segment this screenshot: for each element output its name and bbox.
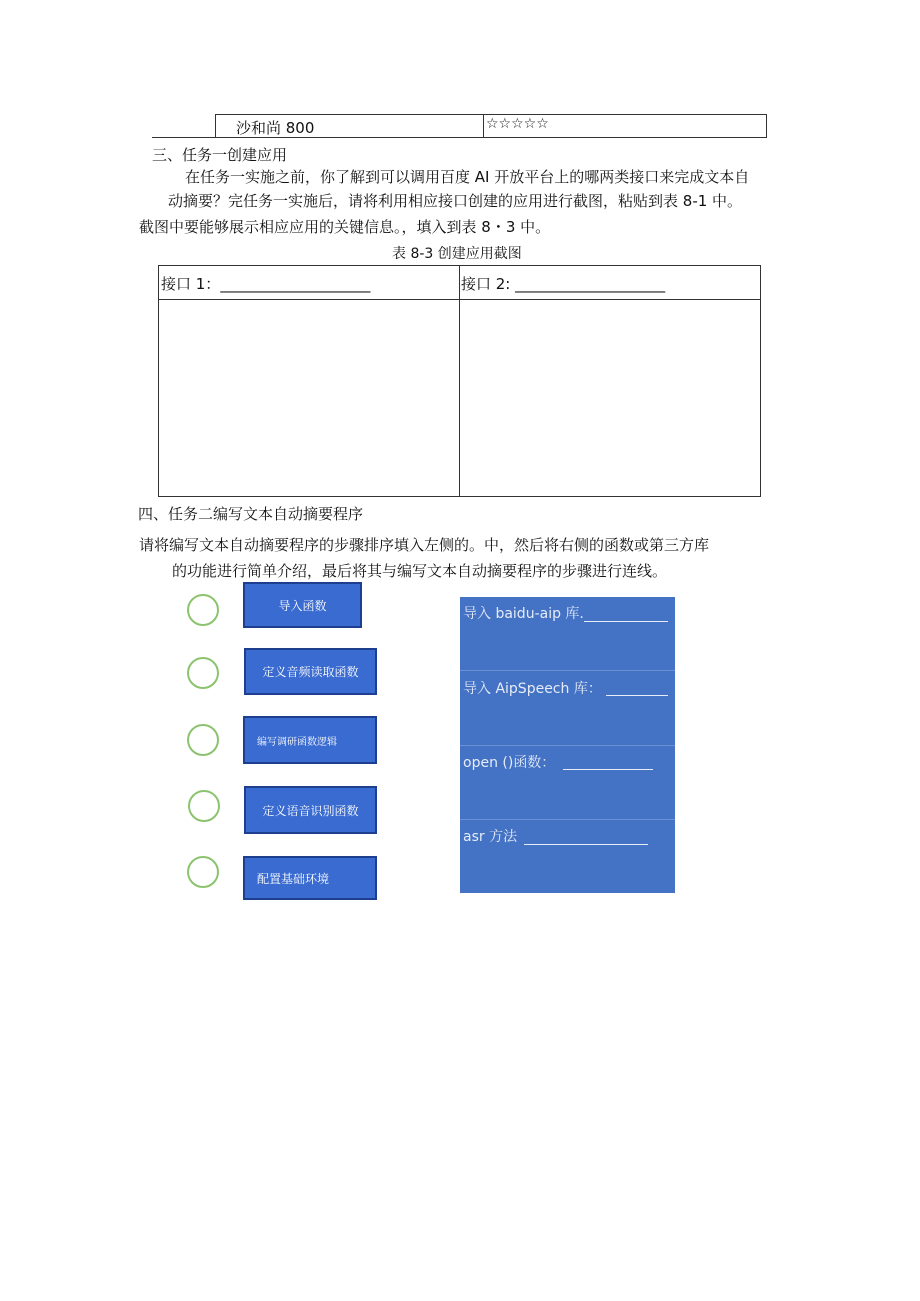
table-underline xyxy=(152,137,216,138)
section3-paragraph-line2: 动摘要？完任务一实施后，请将利用相应接口创建的应用进行截图，粘贴到表 8-1 中。 xyxy=(168,192,743,210)
panel-divider-2 xyxy=(460,745,675,746)
section4-paragraph-line2: 的功能进行简单介绍，最后将其与编写文本自动摘要程序的步骤进行连线。 xyxy=(172,562,668,580)
section4-heading: 四、任务二编写文本自动摘要程序 xyxy=(138,505,364,523)
order-circle-3[interactable] xyxy=(187,724,219,756)
score-table-row xyxy=(215,114,767,138)
panel-blank-4[interactable] xyxy=(524,844,648,845)
table83-column-divider xyxy=(459,266,460,496)
table83-interface2-label: 接口 2: ____________________ xyxy=(461,275,666,293)
section3-heading: 三、任务一创建应用 xyxy=(152,146,288,164)
section3-paragraph-line3: 截图中要能够展示相应应用的关键信息。，填入到表 8・3 中。 xyxy=(139,218,551,236)
table83-header-divider xyxy=(159,299,760,300)
panel-blank-2[interactable] xyxy=(606,695,668,696)
score-table-name: 沙和尚 800 xyxy=(236,119,315,137)
step-box-3[interactable]: 编写调研函数逻辑 xyxy=(243,716,377,764)
step-box-2[interactable]: 定义音频读取函数 xyxy=(244,648,377,695)
table83-interface1-label: 接口 1：____________________ xyxy=(161,275,371,293)
panel-item-aipspeech: 导入 AipSpeech 库： xyxy=(463,681,602,697)
order-circle-5[interactable] xyxy=(187,856,219,888)
table83 xyxy=(158,265,761,497)
step-box-1[interactable]: 导入函数 xyxy=(243,582,362,628)
function-description-panel xyxy=(460,597,675,893)
panel-item-asr: asr 方法 xyxy=(463,829,518,845)
table83-caption: 表 8-3 创建应用截图 xyxy=(392,246,522,262)
order-circle-4[interactable] xyxy=(188,790,220,822)
section4-paragraph-line1: 请将编写文本自动摘要程序的步骤排序填入左侧的。中，然后将右侧的函数或第三方库 xyxy=(139,536,710,554)
score-table-rating: ☆☆☆☆☆ xyxy=(486,116,549,132)
section3-paragraph-line1: 在任务一实施之前，你了解到可以调用百度 AI 开放平台上的哪两类接口来完成文本自 xyxy=(185,168,750,186)
panel-blank-1[interactable] xyxy=(584,621,668,622)
panel-item-baidu-aip: 导入 baidu-aip 库. xyxy=(463,606,584,622)
panel-blank-3[interactable] xyxy=(563,769,653,770)
step-box-5[interactable]: 配置基础环境 xyxy=(243,856,377,900)
panel-divider-3 xyxy=(460,819,675,820)
step-box-4[interactable]: 定义语音识别函数 xyxy=(244,786,377,834)
panel-divider-1 xyxy=(460,670,675,671)
order-circle-2[interactable] xyxy=(187,657,219,689)
panel-item-open: open ()函数： xyxy=(463,755,556,771)
order-circle-1[interactable] xyxy=(187,594,219,626)
